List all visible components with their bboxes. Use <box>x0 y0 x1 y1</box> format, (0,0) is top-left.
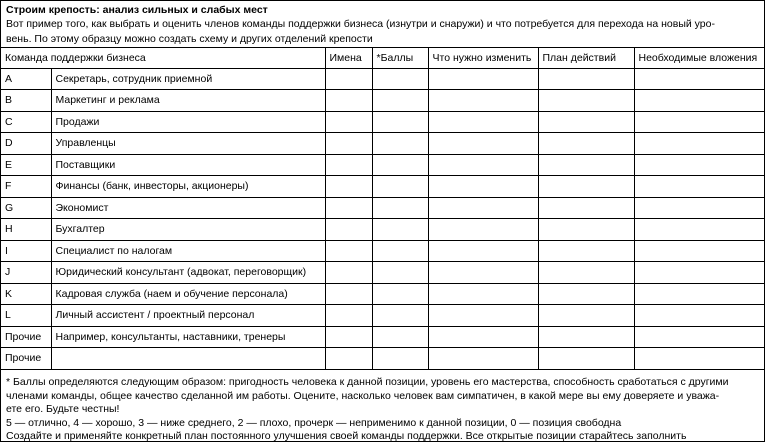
intro-line-1: Вот пример того, как выбрать и оценить членов команды поддержки бизнеса (изнутри и снаружи) и что потребуется для перехода на новый уро- <box>6 18 715 30</box>
cell-investments <box>634 283 764 305</box>
row-role: Например, консультанты, наставники, тренеры <box>51 326 325 348</box>
cell-changes <box>428 90 538 112</box>
table-row <box>1 111 764 133</box>
cell-changes <box>428 283 538 305</box>
cell-scores <box>372 176 428 198</box>
row-role: Управленцы <box>51 133 325 155</box>
cell-changes <box>428 176 538 198</box>
row-code: J <box>1 262 51 284</box>
row-role: Секретарь, сотрудник приемной <box>51 68 325 90</box>
worksheet-header <box>1 1 764 48</box>
cell-changes <box>428 154 538 176</box>
row-code: C <box>1 111 51 133</box>
cell-changes <box>428 348 538 370</box>
cell-names <box>325 133 372 155</box>
cell-investments <box>634 305 764 327</box>
cell-names <box>325 176 372 198</box>
row-code: B <box>1 90 51 112</box>
footnote-line-4: 5 — отлично, 4 — хорошо, 3 — ниже среднего, 2 — плохо, прочерк — неприменимо к данной позиции, 0 — позиция свободна <box>6 416 622 429</box>
column-header-names: Имена <box>325 48 372 68</box>
cell-names <box>325 154 372 176</box>
column-header-changes: Что нужно изменить <box>428 48 538 68</box>
cell-scores <box>372 262 428 284</box>
cell-action-plan <box>538 197 634 219</box>
cell-investments <box>634 348 764 370</box>
table-row <box>1 176 764 198</box>
row-role: Продажи <box>51 111 325 133</box>
cell-names <box>325 111 372 133</box>
row-code: H <box>1 219 51 241</box>
cell-scores <box>372 348 428 370</box>
footnote-line-3: ете его. Будьте честны! <box>6 403 120 415</box>
footnote-line-2: членами команды, общее качество сделанной им работы. Оцените, насколько человек вам симпатичен, в какой мере вы ему доверяете и уважа- <box>6 389 720 402</box>
table-header-row <box>1 48 764 68</box>
row-code: F <box>1 176 51 198</box>
worksheet-title: Строим крепость: анализ сильных и слабых мест <box>6 4 268 16</box>
cell-action-plan <box>538 68 634 90</box>
table-row <box>1 305 764 327</box>
cell-scores <box>372 90 428 112</box>
cell-changes <box>428 68 538 90</box>
cell-names <box>325 240 372 262</box>
cell-scores <box>372 305 428 327</box>
cell-changes <box>428 197 538 219</box>
row-role: Специалист по налогам <box>51 240 325 262</box>
row-role <box>51 348 325 370</box>
row-role: Поставщики <box>51 154 325 176</box>
cell-names <box>325 219 372 241</box>
cell-action-plan <box>538 154 634 176</box>
row-role: Маркетинг и реклама <box>51 90 325 112</box>
column-header-investments: Необходимые вложения <box>634 48 764 68</box>
cell-scores <box>372 283 428 305</box>
cell-scores <box>372 111 428 133</box>
cell-investments <box>634 240 764 262</box>
row-code: Прочие <box>1 348 51 370</box>
table-row <box>1 219 764 241</box>
cell-changes <box>428 262 538 284</box>
row-code: D <box>1 133 51 155</box>
table-row <box>1 348 764 370</box>
cell-scores <box>372 133 428 155</box>
table-row <box>1 326 764 348</box>
cell-investments <box>634 262 764 284</box>
row-code: K <box>1 283 51 305</box>
cell-action-plan <box>538 133 634 155</box>
cell-action-plan <box>538 348 634 370</box>
cell-investments <box>634 326 764 348</box>
cell-action-plan <box>538 283 634 305</box>
row-code: L <box>1 305 51 327</box>
cell-scores <box>372 154 428 176</box>
cell-scores <box>372 197 428 219</box>
cell-changes <box>428 133 538 155</box>
cell-action-plan <box>538 111 634 133</box>
table-row <box>1 90 764 112</box>
table-row <box>1 240 764 262</box>
table-row <box>1 133 764 155</box>
cell-names <box>325 305 372 327</box>
cell-scores <box>372 326 428 348</box>
cell-action-plan <box>538 219 634 241</box>
cell-names <box>325 197 372 219</box>
cell-action-plan <box>538 262 634 284</box>
cell-changes <box>428 111 538 133</box>
row-role: Кадровая служба (наем и обучение персонала) <box>51 283 325 305</box>
cell-investments <box>634 68 764 90</box>
footnote-line-5: Создайте и применяйте конкретный план постоянного улучшения своей команды поддержки. Все открытые позиции старайтесь заполнить <box>6 430 687 442</box>
cell-investments <box>634 176 764 198</box>
cell-investments <box>634 111 764 133</box>
cell-names <box>325 348 372 370</box>
cell-action-plan <box>538 240 634 262</box>
cell-scores <box>372 219 428 241</box>
table-row <box>1 68 764 90</box>
cell-scores <box>372 240 428 262</box>
cell-names <box>325 68 372 90</box>
cell-action-plan <box>538 176 634 198</box>
footnote-line-1: * Баллы определяются следующим образом: пригодность человека к данной позиции, уровень его мастерства, способность сработаться с другими <box>6 376 729 388</box>
row-code: E <box>1 154 51 176</box>
cell-action-plan <box>538 90 634 112</box>
table-row <box>1 154 764 176</box>
cell-changes <box>428 219 538 241</box>
cell-investments <box>634 154 764 176</box>
row-code: I <box>1 240 51 262</box>
column-header-action-plan: План действий <box>538 48 634 68</box>
row-role: Финансы (банк, инвесторы, акционеры) <box>51 176 325 198</box>
column-header-scores: *Баллы <box>372 48 428 68</box>
cell-investments <box>634 133 764 155</box>
cell-names <box>325 283 372 305</box>
row-role: Бухгалтер <box>51 219 325 241</box>
cell-scores <box>372 68 428 90</box>
table-row <box>1 197 764 219</box>
row-code: Прочие <box>1 326 51 348</box>
worksheet-footnote <box>1 373 764 444</box>
cell-investments <box>634 219 764 241</box>
row-role: Экономист <box>51 197 325 219</box>
column-header-team: Команда поддержки бизнеса <box>1 48 325 68</box>
cell-names <box>325 326 372 348</box>
cell-investments <box>634 197 764 219</box>
cell-investments <box>634 90 764 112</box>
cell-action-plan <box>538 305 634 327</box>
row-role: Юридический консультант (адвокат, переговорщик) <box>51 262 325 284</box>
cell-changes <box>428 240 538 262</box>
cell-names <box>325 262 372 284</box>
cell-changes <box>428 326 538 348</box>
cell-action-plan <box>538 326 634 348</box>
support-team-table <box>1 48 764 370</box>
table-row <box>1 262 764 284</box>
table-row <box>1 283 764 305</box>
row-code: A <box>1 68 51 90</box>
row-role: Личный ассистент / проектный персонал <box>51 305 325 327</box>
cell-changes <box>428 305 538 327</box>
cell-names <box>325 90 372 112</box>
row-code: G <box>1 197 51 219</box>
intro-line-2: вень. По этому образцу можно создать схему и других отделений крепости <box>6 32 373 45</box>
